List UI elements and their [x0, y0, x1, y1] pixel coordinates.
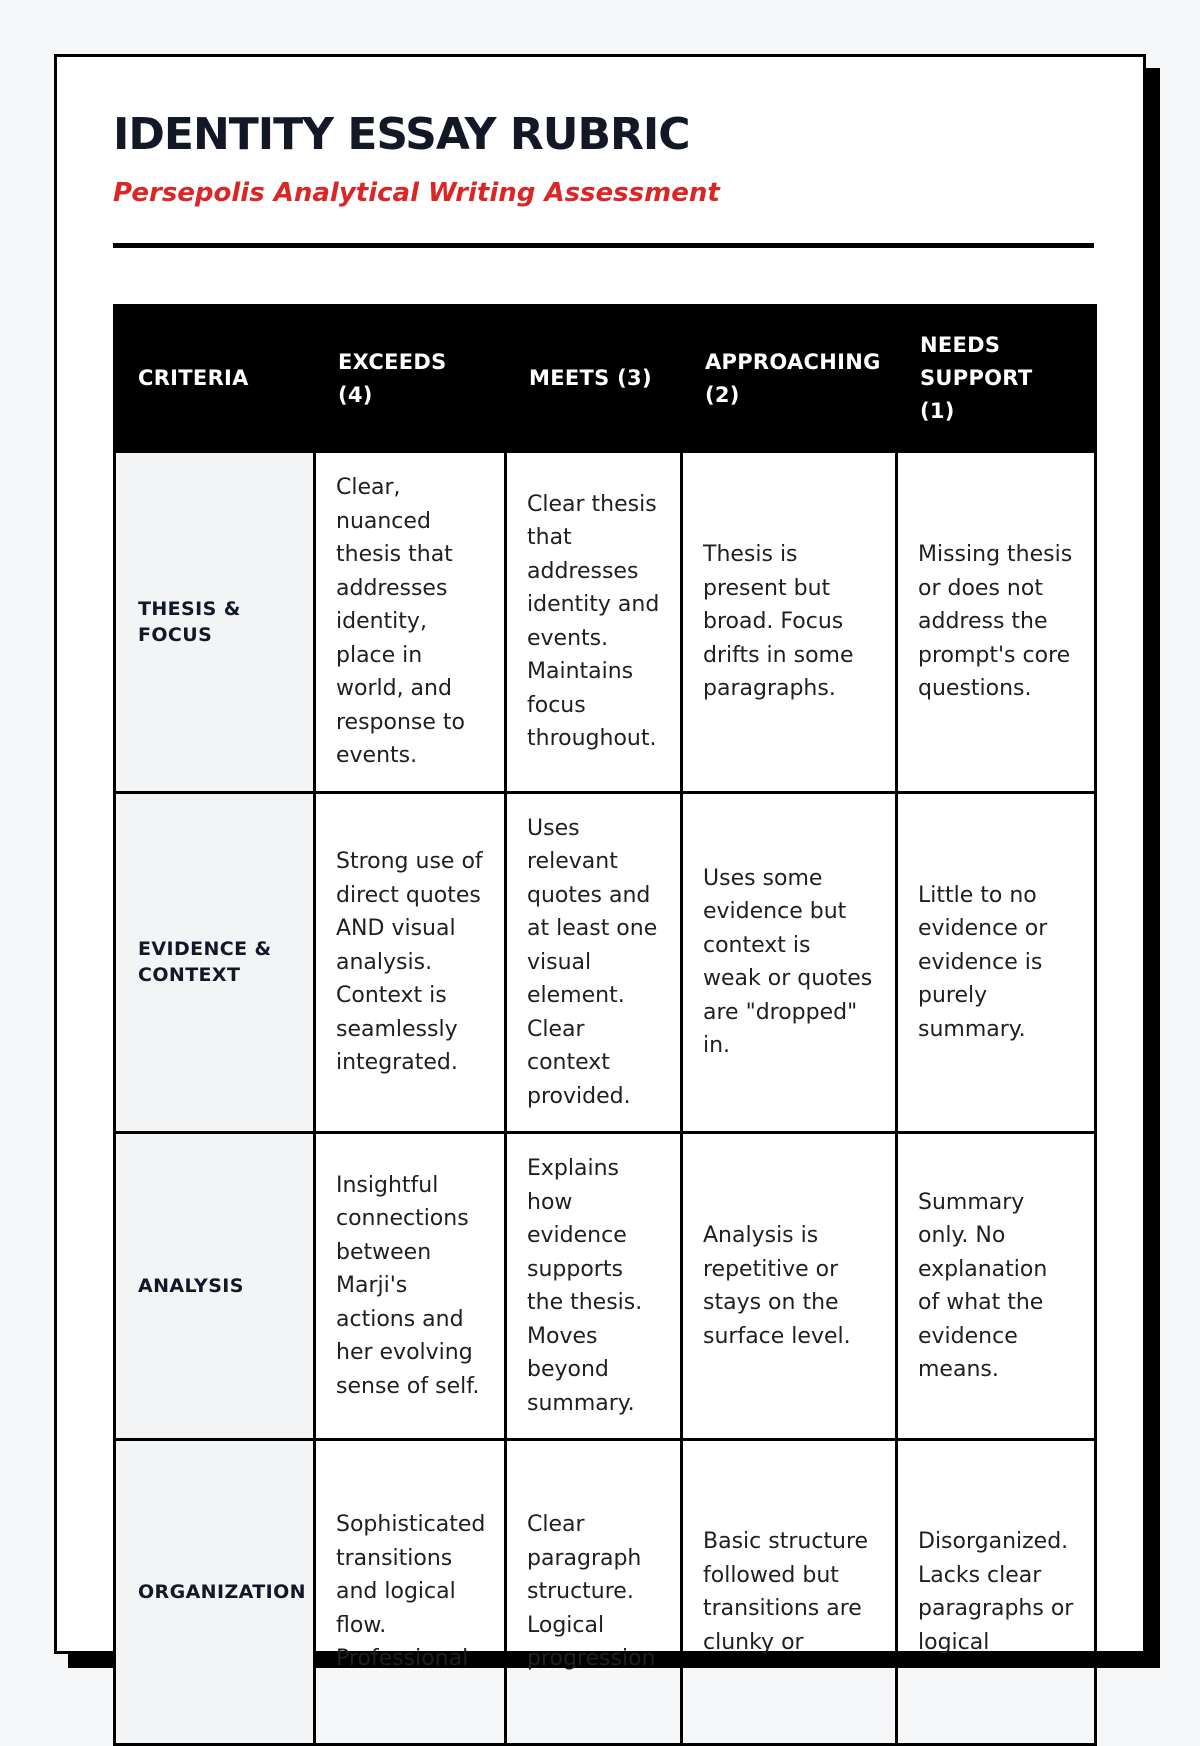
exceeds-cell: Strong use of direct quotes AND visual analysis. Context is seamlessly integrated. — [315, 792, 506, 1133]
table-row — [115, 1133, 1096, 1440]
exceeds-cell: Insightful connections between Marji's actions and her evolving sense of self. — [315, 1133, 506, 1440]
meets-cell: Clear thesis that addresses identity and events. Maintains focus throughout. — [506, 452, 682, 793]
criteria-cell: ANALYSIS — [115, 1133, 315, 1440]
column-header-meets: MEETS (3) — [506, 306, 682, 452]
needs-support-cell: Missing thesis or does not address the prompt's core questions. — [897, 452, 1096, 793]
exceeds-cell: Sophisticated transitions and logical flow. Professional — [315, 1440, 506, 1745]
rubric-table — [113, 304, 1097, 1746]
header-divider — [113, 243, 1094, 248]
table-row — [115, 452, 1096, 793]
criteria-cell: EVIDENCE & CONTEXT — [115, 792, 315, 1133]
page-title: IDENTITY ESSAY RUBRIC — [113, 109, 690, 160]
approaching-cell: Basic structure followed but transitions are clunky or — [682, 1440, 897, 1745]
needs-support-cell: Disorganized. Lacks clear paragraphs or logical — [897, 1440, 1096, 1745]
approaching-cell: Analysis is repetitive or stays on the surface level. — [682, 1133, 897, 1440]
meets-cell: Explains how evidence supports the thesis. Moves beyond summary. — [506, 1133, 682, 1440]
needs-support-cell: Summary only. No explanation of what the evidence means. — [897, 1133, 1096, 1440]
table-header-row — [115, 306, 1096, 452]
table-row — [115, 1440, 1096, 1745]
meets-cell: Uses relevant quotes and at least one visual element. Clear context provided. — [506, 792, 682, 1133]
page-subtitle: Persepolis Analytical Writing Assessment — [113, 178, 720, 208]
column-header-approaching: APPROACHING (2) — [682, 306, 897, 452]
meets-cell: Clear paragraph structure. Logical progression — [506, 1440, 682, 1745]
exceeds-cell: Clear, nuanced thesis that addresses identity, place in world, and response to events. — [315, 452, 506, 793]
column-header-needs-support: NEEDS SUPPORT (1) — [897, 306, 1096, 452]
column-header-exceeds: EXCEEDS (4) — [315, 306, 506, 452]
approaching-cell: Uses some evidence but context is weak or quotes are "dropped" in. — [682, 792, 897, 1133]
table-row — [115, 792, 1096, 1133]
rubric-sheet — [54, 54, 1146, 1672]
criteria-cell: ORGANIZATION — [115, 1440, 315, 1745]
column-header-criteria: CRITERIA — [115, 306, 315, 452]
needs-support-cell: Little to no evidence or evidence is purely summary. — [897, 792, 1096, 1133]
criteria-cell: THESIS & FOCUS — [115, 452, 315, 793]
approaching-cell: Thesis is present but broad. Focus drifts in some paragraphs. — [682, 452, 897, 793]
